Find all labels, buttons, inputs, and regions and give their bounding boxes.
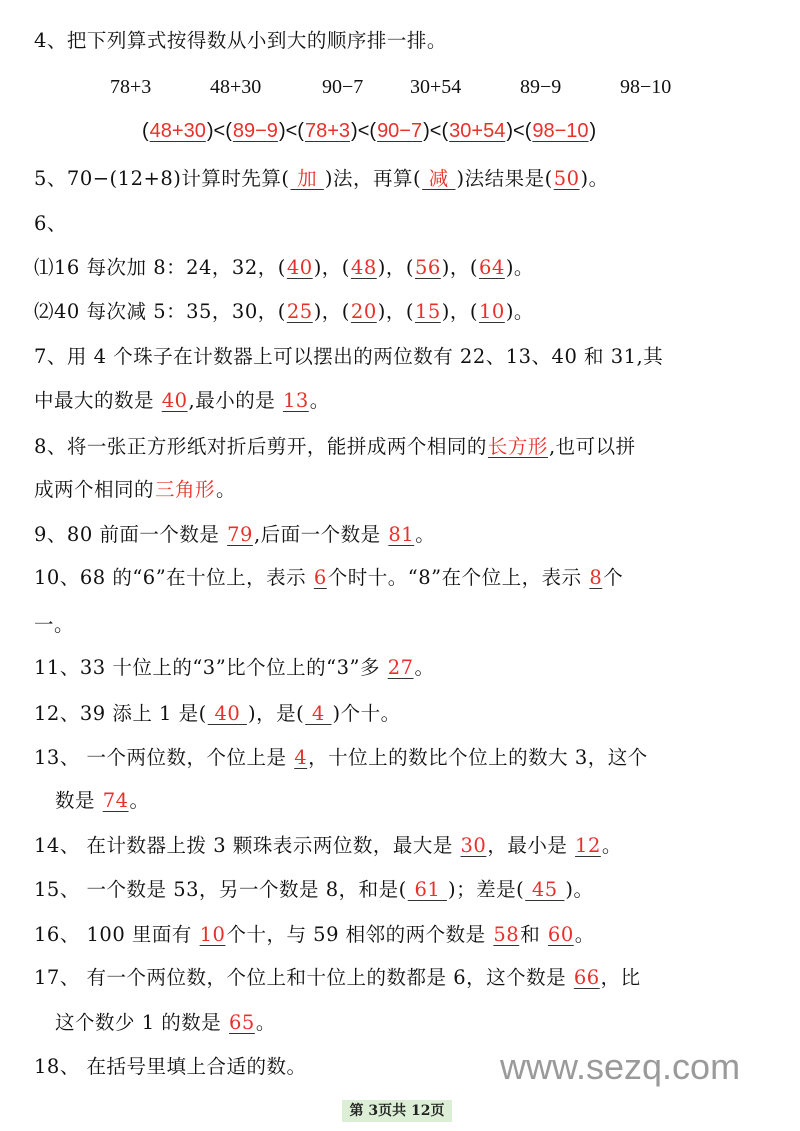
- answer: 40: [207, 702, 247, 725]
- answer: 10: [479, 300, 505, 323]
- question-10-line-1: 10、68 的“6”在十位上，表示 6个时十。“8”在个位上，表示 8个: [34, 566, 624, 589]
- question-4-order-answer: (48+30)<(89−9)<(78+3)<(90−7)<(30+54)<(98−10): [142, 120, 597, 142]
- question-18: 18、 在括号里填上合适的数。: [34, 1055, 307, 1078]
- answer: 89−9: [232, 120, 278, 142]
- question-17-line-1: 17、 有一个两位数，个位上和十位上的数都是 6，这个数是 66，比: [34, 966, 641, 989]
- question-4-expressions: [110, 76, 671, 99]
- answer: 8: [589, 566, 603, 589]
- answer: 50: [553, 167, 580, 190]
- question-17-line-2: 这个数少 1 的数是 65。: [55, 1011, 276, 1034]
- answer: 56: [414, 256, 441, 279]
- answer: 30+54: [449, 120, 506, 142]
- question-6-title: 6、: [34, 212, 67, 235]
- answer: 15: [414, 300, 441, 323]
- question-12: 12、39 添上 1 是( 40 )，是( 4 )个十。: [34, 702, 401, 725]
- question-4-prompt: 4、把下列算式按得数从小到大的顺序排一排。: [34, 29, 447, 52]
- answer: 6: [313, 566, 327, 589]
- answer: 65: [229, 1011, 255, 1034]
- question-6-part-1: ⑴16 每次加 8：24，32，(40)，(48)，(56)，(64)。: [34, 256, 534, 279]
- question-5: 5、70−(12+8)计算时先算( 加 )法，再算( 减 )法结果是(50)。: [34, 167, 609, 190]
- answer: 10: [199, 923, 226, 946]
- answer: 4: [294, 746, 308, 769]
- watermark: www.sezq.com: [500, 1046, 741, 1087]
- question-8-line-1: 8、将一张正方形纸对折后剪开，能拼成两个相同的长方形,也可以拼: [34, 435, 636, 458]
- page-number-footer: 第 3页共 12页: [342, 1100, 452, 1122]
- answer: 98−10: [532, 120, 589, 142]
- question-7-line-1: 7、用 4 个珠子在计数器上可以摆出的两位数有 22、13、40 和 31,其: [34, 345, 664, 368]
- answer: 13: [282, 389, 309, 412]
- answer: 20: [350, 300, 377, 323]
- answer: 64: [479, 256, 505, 279]
- question-7-line-2: 中最大的数是 40,最小的是 13。: [34, 389, 330, 412]
- answer: 74: [102, 789, 129, 812]
- answer: 27: [387, 656, 414, 679]
- question-9: 9、80 前面一个数是 79,后面一个数是 81。: [34, 523, 436, 546]
- answer: 58: [493, 923, 520, 946]
- question-15: 15、 一个数是 53，另一个数是 8，和是( 61 )；差是( 45 )。: [34, 878, 594, 901]
- expression: 89−9: [520, 76, 562, 98]
- answer: 66: [573, 966, 600, 989]
- answer: 25: [286, 300, 313, 323]
- question-8-line-2: 成两个相同的三角形。: [34, 478, 237, 501]
- question-16: 16、 100 里面有 10个十，与 59 相邻的两个数是 58和 60。: [34, 923, 595, 946]
- expression: 78+3: [110, 76, 152, 98]
- answer: 81: [388, 523, 415, 546]
- question-6-part-2: ⑵40 每次减 5：35，30，(25)，(20)，(15)，(10)。: [34, 300, 534, 323]
- answer: 三角形: [155, 478, 216, 501]
- answer: 90−7: [377, 120, 423, 142]
- answer: 长方形: [487, 435, 548, 458]
- answer: 40: [161, 389, 188, 412]
- answer: 48+30: [149, 120, 206, 142]
- answer: 48: [350, 256, 377, 279]
- expression: 48+30: [210, 76, 262, 98]
- expression: 30+54: [410, 76, 462, 98]
- answer: 40: [286, 256, 313, 279]
- question-10-line-2: 一。: [34, 613, 75, 636]
- question-13-line-2: 数是 74。: [55, 789, 150, 812]
- answer: 减: [422, 167, 456, 190]
- expression: 98−10: [620, 76, 672, 98]
- question-13-line-1: 13、 一个两位数，个位上是 4，十位上的数比个位上的数大 3，这个: [34, 746, 648, 769]
- question-14: 14、 在计数器上拨 3 颗珠表示两位数，最大是 30，最小是 12。: [34, 834, 622, 857]
- answer: 60: [547, 923, 574, 946]
- expression: 90−7: [322, 76, 364, 98]
- answer: 79: [227, 523, 253, 546]
- answer: 4: [305, 702, 332, 725]
- answer: 12: [575, 834, 601, 857]
- answer: 加: [290, 167, 324, 190]
- answer: 61: [407, 878, 447, 901]
- answer: 78+3: [304, 120, 351, 142]
- answer: 30: [460, 834, 487, 857]
- question-11: 11、33 十位上的“3”比个位上的“3”多 27。: [34, 656, 435, 679]
- answer: 45: [525, 878, 565, 901]
